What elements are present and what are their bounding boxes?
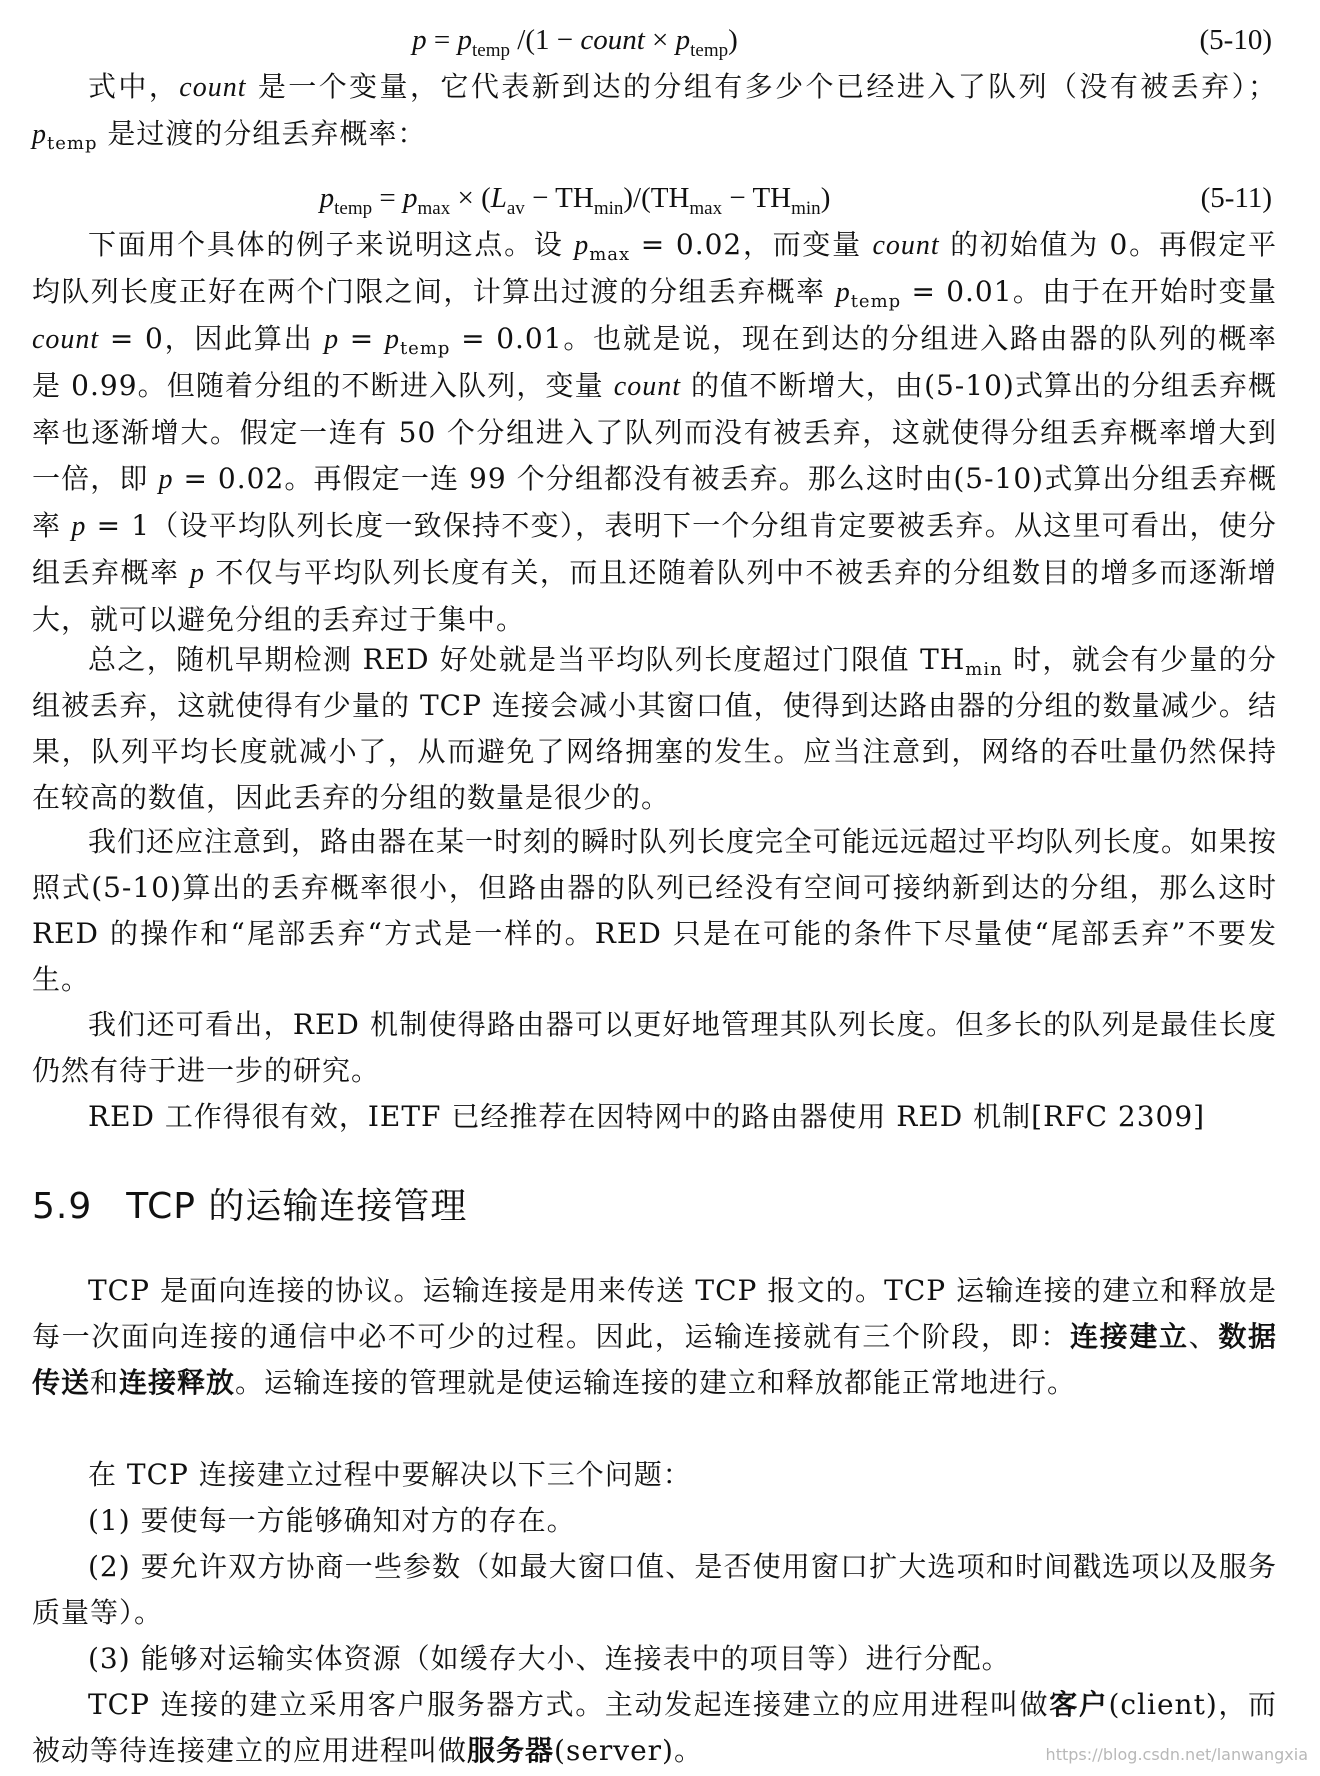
section-title: TCP 的运输连接管理 — [126, 1186, 468, 1227]
list-item: (1) 要使每一方能够确知对方的存在。 — [88, 1504, 576, 1537]
paragraph-queue-length: 我们还可看出，RED 机制使得路由器可以更好地管理其队列长度。但多长的队列是最佳长度仍然有待于进一步的研究。 — [32, 1008, 1277, 1087]
list-item: (2) 要允许双方协商一些参数（如最大窗口值、是否使用窗口扩大选项和时间戳选项以及服务质量等）。 — [32, 1550, 1277, 1629]
list-item: (3) 能够对运输实体资源（如缓存大小、连接表中的项目等）进行分配。 — [88, 1642, 1011, 1675]
equation-number: (5-11) — [1200, 182, 1272, 214]
section-heading — [32, 1178, 467, 1229]
paragraph-client-server: TCP 连接的建立采用客户服务器方式。主动发起连接建立的应用进程叫做客户(client)，而被动等待连接建立的应用进程叫做服务器(server)。 — [32, 1688, 1277, 1767]
watermark: https://blog.csdn.net/lanwangxia — [1045, 1745, 1308, 1764]
equation-number: (5-10) — [1199, 24, 1272, 56]
paragraph-red-summary: 总之，随机早期检测 RED 好处就是当平均队列长度超过门限值 $TH_{min}$ 时，就会有少量的分组被丢弃，这就使得有少量的 TCP 连接会减小其窗口值，使得到达路由器的分组的数量减少。结果，队列平均长度就减小了，从而避免了网络拥塞的发生。应当注意到，网络的吞吐量仍然保持在较高的数值，因此丢弃的分组的数量是很少的。 — [32, 643, 1277, 814]
paragraph-ietf: RED 工作得很有效，IETF 已经推荐在因特网中的路由器使用 RED 机制[RFC 2309] — [88, 1100, 1206, 1133]
equation-5-10-formula: $p = p_{temp}$ /(1 − count × $p_{temp}$) — [412, 24, 738, 61]
equation-5-11-formula: $p_{temp} = p_{max} \times (L_{av} - TH_{min})/(TH_{max} - TH_{min})$ — [319, 182, 831, 219]
paragraph-tcp-connection: TCP 是面向连接的协议。运输连接是用来传送 TCP 报文的。TCP 运输连接的建立和释放是每一次面向连接的通信中必不可少的过程。因此，运输连接就有三个阶段，即：连接建立、数据传送和连接释放。运输连接的管理就是使运输连接的建立和释放都能正常地进行。 — [32, 1274, 1277, 1399]
paragraph-example: 下面用个具体的例子来说明这点。设 $p_{max} = 0.02$，而变量 count 的初始值为 0。再假定平均队列长度正好在两个门限之间，计算出过渡的分组丢弃概率 $p_{temp} = 0.01$。由于在开始时变量 count = 0，因此算出 $p = p_{temp} = 0.01$。也就是说，现在到达的分组进入路由器的队列的概率是 0.99。但随着分组的不断进入队列，变量 count 的值不断增大，由(5-10)式算出的分组丢弃概率也逐渐增大。假定一连有 50 个分组进入了队列而没有被丢弃，这就使得分组丢弃概率增大到一倍，即 p = 0.02。再假定一连 99 个分组都没有被丢弃。那么这时由(5-10)式算出分组丢弃概率 p = 1（设平均队列长度一致保持不变），表明下一个分组肯定要被丢弃。从这里可看出，使分组丢弃概率 p 不仅与平均队列长度有关，而且还随着队列中不被丢弃的分组数目的增多而逐渐增大，就可以避免分组的丢弃过于集中。 — [32, 228, 1278, 636]
section-number: 5.9 — [32, 1186, 93, 1227]
paragraph-three-problems: 在 TCP 连接建立过程中要解决以下三个问题： — [88, 1458, 692, 1491]
paragraph-instant-queue: 我们还应注意到，路由器在某一时刻的瞬时队列长度完全可能远远超过平均队列长度。如果按照式(5-10)算出的丢弃概率很小，但路由器的队列已经没有空间可接纳新到达的分组，那么这时 RED 的操作和“尾部丢弃“方式是一样的。RED 只是在可能的条件下尽量使“尾部丢弃”不要发生。 — [32, 825, 1278, 996]
paragraph-count-definition: 式中，count 是一个变量，它代表新到达的分组有多少个已经进入了队列（没有被丢弃）；$p_{temp}$ 是过渡的分组丢弃概率： — [32, 70, 1277, 154]
